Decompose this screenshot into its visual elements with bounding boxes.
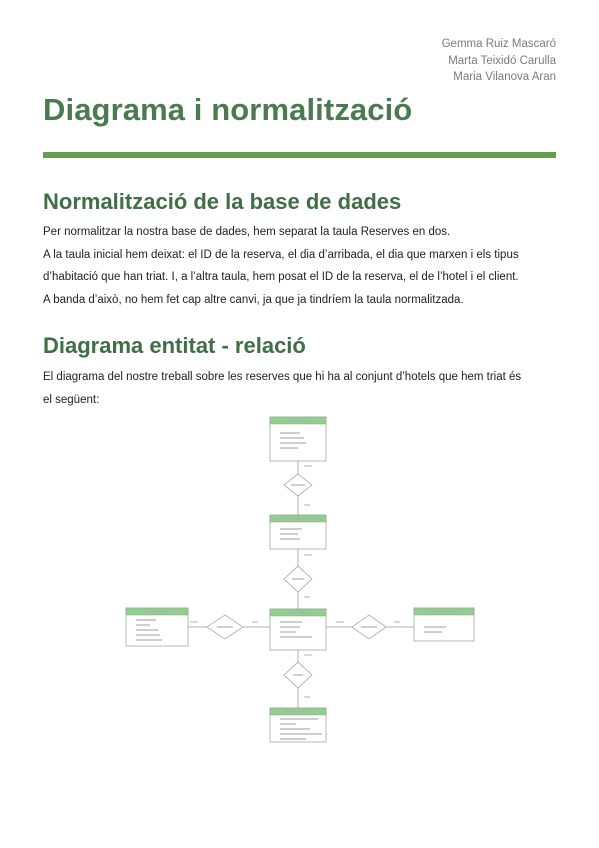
paragraph-line: El diagrama del nostre treball sobre les reserves que hi ha al conjunt d’hotels que hem triat és — [43, 371, 522, 383]
section-heading-normalization: Normalització de la base de dades — [43, 189, 402, 214]
author-list — [442, 36, 556, 86]
paragraph-line: Per normalitzar la nostra base de dades, hem separat la taula Reserves en dos. — [43, 226, 451, 238]
page-title: Diagrama i normalització — [43, 92, 413, 127]
section-heading-er-diagram: Diagrama entitat - relació — [43, 333, 306, 358]
relationship-diamond-1 — [284, 474, 312, 496]
entity-right — [414, 608, 474, 641]
paragraph-line: A banda d’això, no hem fet cap altre canvi, ja que ja tindríem la taula normalitzada. — [43, 293, 464, 306]
er-diagram — [0, 405, 599, 750]
entity-top — [270, 417, 326, 461]
author-name: Gemma Ruiz Mascaró — [441, 38, 556, 50]
normalization-paragraph — [43, 221, 563, 311]
paragraph-line: d’habitació que han triat. I, a l’altra taula, hem posat el ID de la reserva, el de l’hotel i el client. — [43, 271, 519, 283]
title-divider — [43, 152, 556, 158]
entity-bottom — [270, 708, 326, 742]
relationship-diamond-2 — [284, 566, 312, 592]
author-name: Marta Teixidó Carulla — [448, 54, 556, 67]
relationship-diamond-bottom — [284, 662, 312, 688]
relationship-diamond-right — [352, 615, 386, 639]
paragraph-line: A la taula inicial hem deixat: el ID de la reserva, el dia d’arribada, el dia que marxen i els tipus — [43, 248, 519, 261]
entity-reserva-hotel — [270, 515, 326, 549]
author-name: Maria Vilanova Aran — [453, 71, 556, 83]
entity-left — [126, 608, 188, 646]
paragraph-line: el següent: — [43, 393, 100, 406]
relationship-diamond-left — [207, 615, 243, 639]
entity-central — [270, 609, 326, 650]
